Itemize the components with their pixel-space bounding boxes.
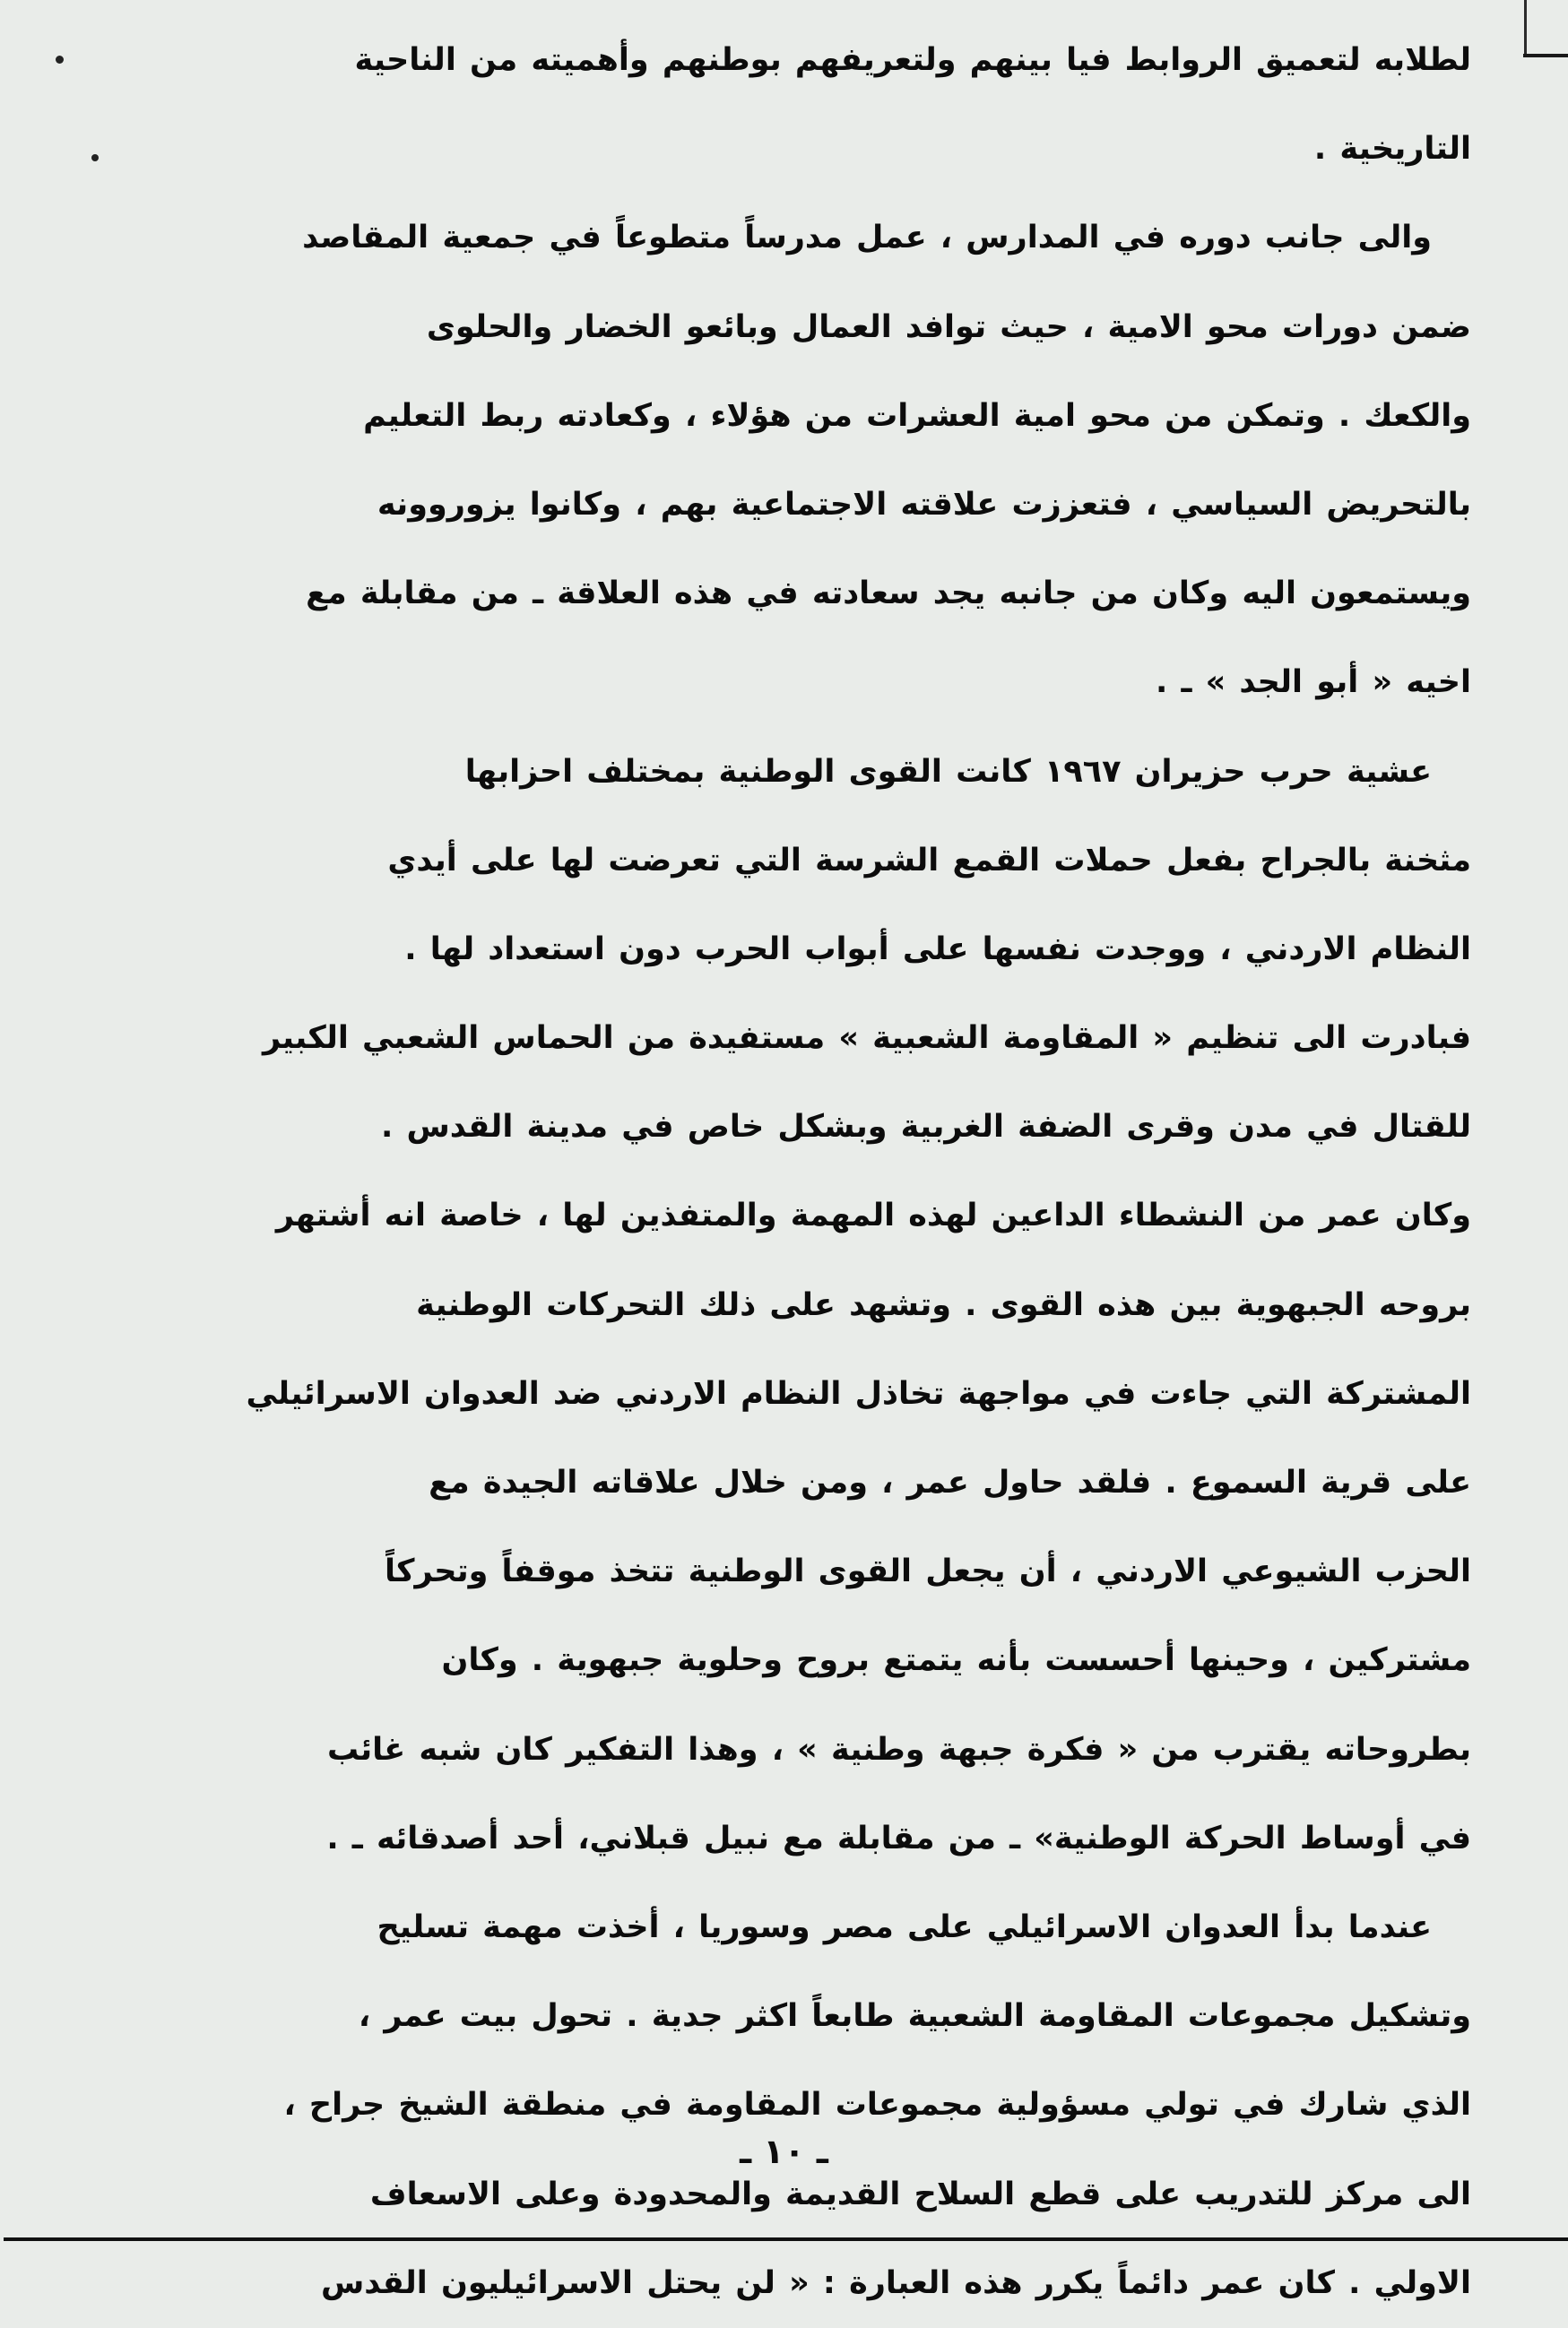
text-line: والى جانب دوره في المدارس ، عمل مدرساً متطوعاً في جمعية المقاصد xyxy=(302,220,1432,256)
text-line: النظام الاردني ، ووجدت نفسها على أبواب الحرب دون استعداد لها . xyxy=(404,930,1471,967)
text-line: الذي شارك في تولي مسؤولية مجموعات المقاومة في منطقة الشيخ جراح ، xyxy=(283,2087,1471,2124)
text-line: عندما بدأ العدوان الاسرائيلي على مصر وسوريا ، أخذت مهمة تسليح xyxy=(377,1908,1432,1945)
text-line: التاريخية . xyxy=(1313,131,1471,168)
text-line: ويستمعون اليه وكان من جانبه يجد سعادته في هذه العلاقة ـ من مقابلة مع xyxy=(306,576,1471,612)
text-line: الحزب الشيوعي الاردني ، أن يجعل القوى الوطنية تتخذ موقفاً وتحركاً xyxy=(384,1553,1471,1590)
text-line: وكان عمر من النشطاء الداعين لهذه المهمة والمتفذين لها ، خاصة انه أشتهر xyxy=(275,1198,1471,1234)
corner-rule xyxy=(1523,54,1568,57)
text-line: والكعك . وتمكن من محو امية العشرات من هؤلاء ، وكعادته ربط التعليم xyxy=(363,397,1471,434)
text-line: بروحه الجبهوية بين هذه القوى . وتشهد على ذلك التحركات الوطنية xyxy=(416,1286,1471,1323)
text-line: بطروحاته يقترب من « فكرة جبهة وطنية » ، وهذا التفكير كان شبه غائب xyxy=(326,1731,1471,1768)
text-line: ضمن دورات محو الامية ، حيث توافد العمال وبائعو الخضار والحلوى xyxy=(426,308,1471,345)
text-line: المشتركة التي جاءت في مواجهة تخاذل النظام الاردني ضد العدوان الاسرائيلي xyxy=(246,1375,1471,1412)
edge-line xyxy=(1524,0,1527,54)
text-line: عشية حرب حزيران ١٩٦٧ كانت القوى الوطنية بمختلف احزابها xyxy=(464,753,1432,790)
text-line: لطلابه لتعميق الروابط فيا بينهم ولتعريفهم بوطنهم وأهميته من الناحية xyxy=(354,42,1471,78)
text-line: مثخنة بالجراح بفعل حملات القمع الشرسة التي تعرضت لها على أيدي xyxy=(387,842,1471,878)
text-line: فبادرت الى تنظيم « المقاومة الشعبية » مستفيدة من الحماس الشعبي الكبير xyxy=(263,1020,1471,1057)
text-line: للقتال في مدن وقرى الضفة الغربية وبشكل خاص في مدينة القدس . xyxy=(381,1109,1471,1146)
text-line: اخيه « أبو الجد » ـ . xyxy=(1156,664,1471,701)
scan-speck xyxy=(91,154,99,161)
bottom-rule xyxy=(4,2237,1568,2241)
text-line: الى مركز للتدريب على قطع السلاح القديمة والمحدودة وعلى الاسعاف xyxy=(369,2176,1471,2212)
text-line: الاولي . كان عمر دائماً يكرر هذه العبارة : « لن يحتل الاسرائيليون القدس xyxy=(320,2264,1471,2301)
text-line: وتشكيل مجموعات المقاومة الشعبية طابعاً اكثر جدية . تحول بيت عمر ، xyxy=(358,1998,1471,2035)
text-line: مشتركين ، وحينها أحسست بأنه يتمتع بروح وحلوية جبهوية . وكان xyxy=(441,1642,1471,1679)
text-line: على قرية السموع . فلقد حاول عمر ، ومن خلال علاقاته الجيدة مع xyxy=(429,1465,1471,1501)
text-line: في أوساط الحركة الوطنية» ـ من مقابلة مع نبيل قبلاني، أحد أصدقائه ـ . xyxy=(326,1820,1471,1856)
scan-speck xyxy=(56,56,64,64)
page-number: ـ ١٠ ـ xyxy=(740,2132,828,2171)
body-text xyxy=(185,16,1471,2328)
text-line: بالتحريض السياسي ، فتعززت علاقته الاجتماعية بهم ، وكانوا يزوروونه xyxy=(377,486,1471,523)
